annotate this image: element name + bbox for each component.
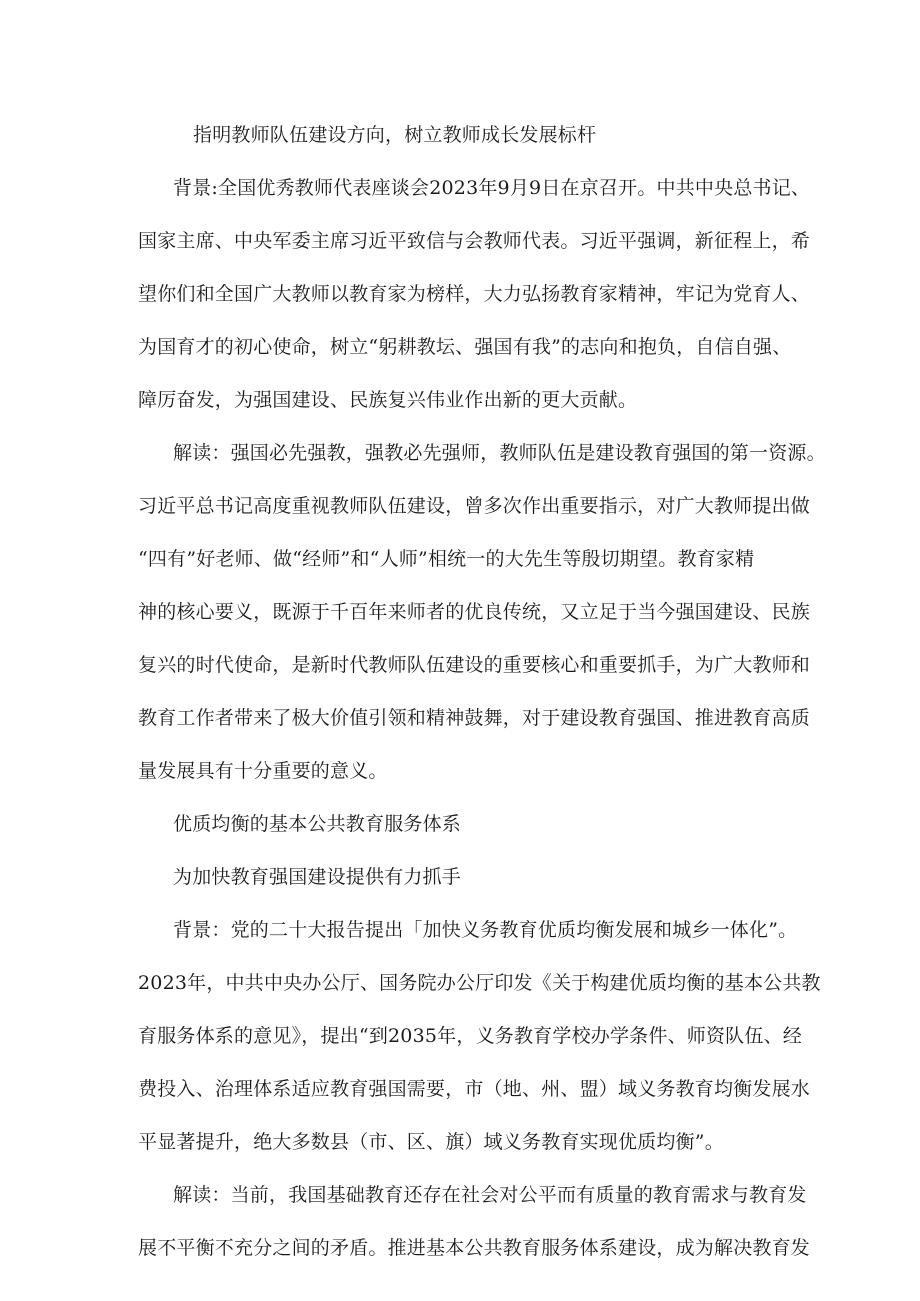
paragraph-line: 复兴的时代使命，是新时代教师队伍建设的重要核心和重要抓手，为广大教师和	[138, 654, 811, 676]
paragraph-line: 背景:全国优秀教师代表座谈会2023年9月9日在京召开。中共中央总书记、	[173, 177, 811, 199]
paragraph-line: 为国育才的初心使命，树立“躬耕教坛、强国有我”的志向和抱负，自信自强、	[138, 336, 792, 358]
paragraph-line: 神的核心要义，既源于千百年来师者的优良传统，又立足于当今强国建设、民族	[138, 601, 811, 623]
paragraph-line: 展不平衡不充分之间的矛盾。推进基本公共教育服务体系建设，成为解决教育发	[138, 1237, 811, 1259]
paragraph-line: 解读：强国必先强教，强教必先强师，教师队伍是建设教育强国的第一资源。	[173, 442, 826, 464]
paragraph-line: 望你们和全国广大教师以教育家为榜样，大力弘扬教育家精神，牢记为党育人、	[138, 283, 811, 305]
paragraph-line: 育服务体系的意见》，提出“到2035年，义务教育学校办学条件、师资队伍、经	[138, 1025, 802, 1047]
paragraph-line: 2023年，中共中央办公厅、国务院办公厅印发《关于构建优质均衡的基本公共教	[138, 972, 821, 994]
heading-public-education: 优质均衡的基本公共教育服务体系	[173, 813, 462, 835]
paragraph-line: 量发展具有十分重要的意义。	[138, 760, 388, 782]
heading-education-power: 为加快教育强国建设提供有力抓手	[173, 866, 462, 888]
paragraph-line: 背景：党的二十大报告提出「加快义务教育优质均衡发展和城乡一体化”。	[173, 919, 798, 941]
paragraph-line: 障厉奋发，为强国建设、民族复兴伟业作出新的更大贡献。	[138, 389, 638, 411]
paragraph-line: 解读：当前，我国基础教育还存在社会对公平而有质量的教育需求与教育发	[173, 1184, 807, 1206]
paragraph-line: 习近平总书记高度重视教师队伍建设，曾多次作出重要指示，对广大教师提出做	[138, 495, 811, 517]
paragraph-line: 费投入、治理体系适应教育强国需要，市（地、州、盟）域义务教育均衡发展水	[138, 1078, 811, 1100]
paragraph-line: 教育工作者带来了极大价值引领和精神鼓舞，对于建设教育强国、推进教育高质	[138, 707, 811, 729]
heading-teacher-team: 指明教师队伍建设方向，树立教师成长发展标杆	[193, 124, 597, 146]
paragraph-line: 国家主席、中央军委主席习近平致信与会教师代表。习近平强调，新征程上，希	[138, 230, 811, 252]
paragraph-line: 平显著提升，绝大多数县（市、区、旗）域义务教育实现优质均衡”。	[138, 1131, 724, 1153]
paragraph-line: “四有”好老师、做“经师”和“人师”相统一的大先生等殷切期望。教育家精	[138, 548, 755, 570]
